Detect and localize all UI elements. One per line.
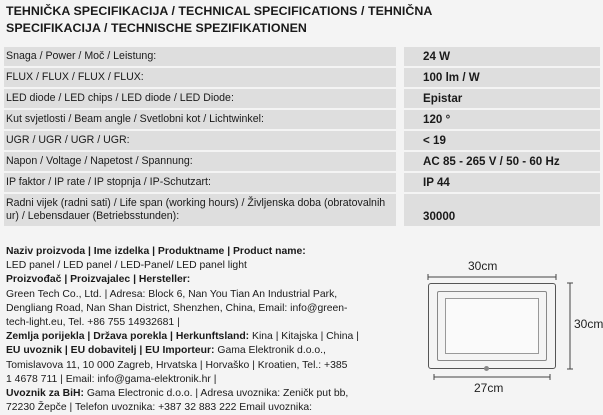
product-info [6,245,378,415]
cable-icon [484,366,489,371]
top-dimension-label: 30cm [468,259,498,273]
panel-inner-frame [445,298,539,354]
spec-label: Kut svjetlosti / Beam angle / Svetlobni kot / Lichtwinkel: [4,110,396,129]
spec-label: Napon / Voltage / Napetost / Spannung: [4,152,396,171]
spec-label: FLUX / FLUX / FLUX / FLUX: [4,68,396,87]
spec-value: 100 lm / W [404,68,600,87]
spec-label: IP faktor / IP rate / IP stopnja / IP-Schutzart: [4,173,396,192]
spec-value: Epistar [404,89,600,108]
product-name-text: LED panel / LED panel / LED-Panel/ LED panel light [6,260,247,272]
spec-row [0,193,600,227]
bih-importer-text: 72230 Žepče | Telefon uvoznika: +387 32 883 222 Email uvoznika: [6,402,313,414]
bottom-dimension-label: 27cm [474,381,504,395]
spec-table [0,46,600,227]
spec-value: 24 W [404,47,600,66]
eu-importer-heading: EU uvoznik | EU dobavitelj | EU Importeur: [6,345,215,357]
product-name-heading: Naziv proizvoda | Ime izdelka | Produktname | Product name: [6,246,306,257]
spec-value: < 19 [404,131,600,150]
spec-value: AC 85 - 265 V / 50 - 60 Hz [404,152,600,171]
page-title: TEHNIČKA SPECIFIKACIJA / TECHNICAL SPECIFICATIONS / TEHNIČNA SPECIFIKACIJA / TECHNISCHE SPEZIFIKATIONEN [6,4,432,35]
bih-importer-heading: Uvoznik za BiH: [6,388,84,400]
spec-row [0,109,600,130]
manufacturer-heading: Proizvođač | Proizvajalec | Hersteller: [6,274,191,286]
manufacturer-text: Green Tech Co., Ltd. | Adresa: Block 6, Nan You Tian An Industrial Park, [6,288,338,300]
spec-label: LED diode / LED chips / LED diode / LED Diode: [4,89,396,108]
manufacturer-text: tech-light.eu, Tel. +86 755 14932681 | [6,317,180,329]
bih-importer-text: Gama Electronic d.o.o. | Adresa uvoznika: Zeničk put bb, [83,388,349,400]
spec-value: 120 ° [404,110,600,129]
origin-heading: Zemlja porijekla | Država porekla | Herkunftsland: [6,331,250,343]
spec-row [0,130,600,151]
spec-label: UGR / UGR / UGR / UGR: [4,131,396,150]
spec-row [0,46,600,67]
dimension-diagram [412,255,603,400]
manufacturer-text: Dengliang Road, Nan Shan District, Shenzhen, China, Email: info@green- [6,302,348,314]
eu-importer-text: 1 4678 711 | Email: info@gama-elektronik.hr | [6,373,217,385]
side-dimension-label: 30cm [574,317,603,331]
spec-label: Snaga / Power / Moč / Leistung: [4,47,396,66]
spec-label: Radni vijek (radni sati) / Life span (working hours) / Življenska doba (obratovalnih ur) / Lebensdauer (Betriebsstunden): [4,194,396,226]
eu-importer-text: Tomislavova 11, 10 000 Zagreb, Hrvatska | Horvaško | Kroatien, Tel.: +385 [6,359,348,371]
spec-row [0,172,600,193]
spec-row [0,88,600,109]
spec-value: 30000 [404,194,600,226]
spec-row [0,67,600,88]
origin-text: Kina | Kitajska | China | [249,331,359,343]
spec-row [0,151,600,172]
eu-importer-text: Gama Elektronik d.o.o., [214,345,326,357]
spec-value: IP 44 [404,173,600,192]
